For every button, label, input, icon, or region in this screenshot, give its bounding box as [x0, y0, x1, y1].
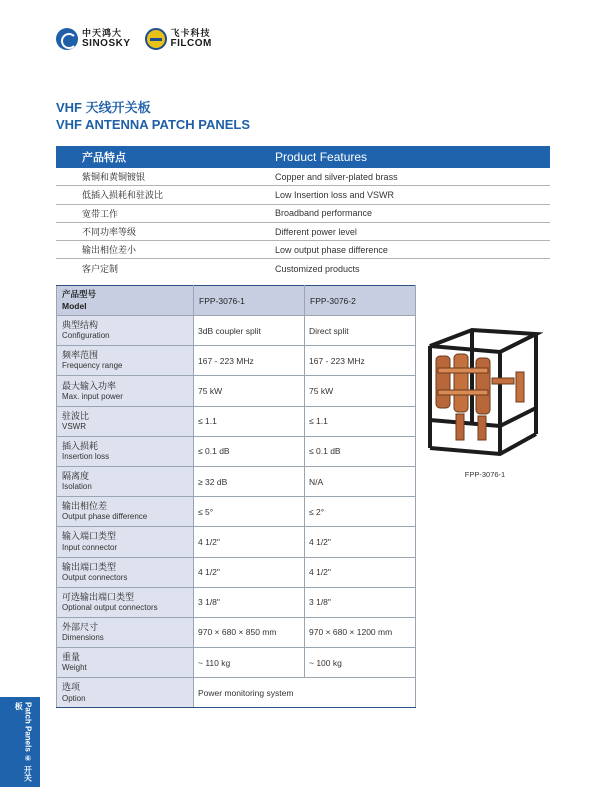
spec-value: 4 1/2" [194, 557, 305, 587]
spec-value: ≤ 5° [194, 497, 305, 527]
feature-en: Customized products [275, 263, 360, 274]
spec-row [57, 346, 416, 376]
side-tab-cn: 开关板 [14, 702, 33, 782]
spec-label-en: Isolation [62, 482, 92, 492]
spec-value: 3 1/8" [305, 587, 416, 617]
spec-value: 167 - 223 MHz [194, 346, 305, 376]
spec-label [57, 436, 194, 466]
filcom-logo [131, 28, 212, 50]
spec-label-cn: 选项 [62, 682, 81, 693]
side-tab-text [14, 702, 32, 787]
feature-cn: 紫铜和黄铜镀银 [82, 172, 146, 183]
sinosky-logo [56, 28, 131, 50]
page-title-cn: VHF 天线开关板 [56, 100, 151, 115]
spec-row [57, 557, 416, 587]
spec-label-cn: 外部尺寸 [62, 622, 99, 632]
spec-header-label [57, 286, 194, 316]
filcom-logo-icon [145, 28, 167, 50]
spec-label-en: Configuration [62, 331, 110, 341]
page-title-en: VHF ANTENNA PATCH PANELS [56, 117, 251, 132]
filcom-logo-cn: 飞卡科技 [170, 28, 211, 38]
spec-label-en: Weight [62, 663, 87, 673]
spec-value: 4 1/2" [305, 527, 416, 557]
spec-row [57, 376, 416, 406]
spec-value: Direct split [305, 316, 416, 346]
spec-label [57, 617, 194, 647]
feature-cn: 不同功率等级 [82, 227, 137, 238]
features-table [56, 146, 550, 278]
spec-label-cn: 驻波比 [62, 410, 90, 421]
spec-header-cn: 产品型号 [62, 289, 97, 300]
feature-row [56, 241, 550, 259]
spec-label-en: Output connectors [62, 572, 128, 582]
feature-en: Copper and silver-plated brass [275, 171, 398, 182]
sinosky-logo-en: SINOSKY [82, 38, 131, 49]
sinosky-logo-cn: 中天鸿大 [82, 28, 123, 38]
spec-label [57, 557, 194, 587]
feature-cn: 低插入损耗和驻波比 [82, 190, 164, 201]
feature-row [56, 223, 550, 241]
feature-en: Broadband performance [275, 208, 373, 219]
spec-label [57, 346, 194, 376]
spec-value: N/A [305, 466, 416, 496]
spec-value: ≤ 2° [305, 497, 416, 527]
spec-label-en: Insertion loss [62, 452, 110, 462]
spec-value: ≤ 0.1 dB [305, 436, 416, 466]
spec-value: 3 1/8" [194, 587, 305, 617]
feature-row [56, 205, 550, 223]
spec-label [57, 587, 194, 617]
spec-value: 970 × 680 × 1200 mm [305, 617, 416, 647]
spec-option-value: Power monitoring system [194, 678, 416, 708]
side-tab-mark: ⑥ [23, 754, 33, 764]
feature-en: Different power level [275, 226, 357, 237]
spec-row [57, 497, 416, 527]
spec-header-row [57, 286, 416, 316]
spec-option-row [57, 678, 416, 708]
spec-label-cn: 频率范围 [62, 350, 99, 361]
spec-value: ≥ 32 dB [194, 466, 305, 496]
spec-value: 167 - 223 MHz [305, 346, 416, 376]
spec-label [57, 316, 194, 346]
spec-value: 75 kW [305, 376, 416, 406]
spec-value: 3dB coupler split [194, 316, 305, 346]
feature-cn: 客户定制 [82, 264, 119, 275]
spec-label-en: Optional output connectors [62, 602, 158, 612]
spec-label [57, 376, 194, 406]
spec-row [57, 436, 416, 466]
spec-label-cn: 输入端口类型 [62, 531, 117, 542]
spec-model-1: FPP-3076-1 [194, 286, 305, 316]
spec-label [57, 406, 194, 436]
spec-table [56, 285, 416, 708]
feature-en: Low Insertion loss and VSWR [275, 189, 395, 200]
header-logos [56, 26, 212, 52]
spec-label-en: Input connector [62, 542, 118, 552]
spec-label [57, 497, 194, 527]
spec-label-cn: 输出端口类型 [62, 561, 117, 572]
spec-label-cn: 最大输入功率 [62, 380, 117, 391]
spec-value: ~ 110 kg [194, 648, 305, 678]
product-image [420, 316, 544, 458]
spec-label-cn: 输出相位差 [62, 501, 108, 512]
spec-label-cn: 隔离度 [62, 471, 90, 482]
spec-label [57, 527, 194, 557]
spec-value: ≤ 1.1 [305, 406, 416, 436]
spec-row [57, 316, 416, 346]
spec-header-en: Model [62, 300, 87, 311]
spec-label-en: Option [62, 693, 86, 703]
feature-row [56, 186, 550, 204]
spec-label-en: VSWR [62, 421, 86, 431]
spec-value: ≤ 0.1 dB [194, 436, 305, 466]
spec-value: ~ 100 kg [305, 648, 416, 678]
product-image-caption: FPP-3076-1 [464, 470, 506, 479]
spec-value: 4 1/2" [305, 557, 416, 587]
spec-row [57, 587, 416, 617]
spec-model-2: FPP-3076-2 [305, 286, 416, 316]
filcom-logo-en: FILCOM [170, 38, 212, 49]
feature-en: Low output phase difference [275, 244, 388, 255]
spec-label [57, 678, 194, 708]
spec-label [57, 648, 194, 678]
spec-label-en: Output phase difference [62, 512, 148, 522]
spec-label-en: Frequency range [62, 361, 123, 371]
spec-row [57, 527, 416, 557]
spec-value: 4 1/2" [194, 527, 305, 557]
spec-label-cn: 插入损耗 [62, 440, 99, 451]
copper-combiners [436, 354, 524, 440]
features-header-cn: 产品特点 [82, 152, 126, 164]
spec-label-en: Max. input power [62, 391, 123, 401]
spec-row [57, 406, 416, 436]
feature-cn: 宽带工作 [82, 208, 119, 219]
spec-row [57, 617, 416, 647]
sinosky-logo-icon [56, 28, 78, 50]
spec-label-cn: 可选输出端口类型 [62, 591, 135, 602]
spec-row [57, 466, 416, 496]
features-header [56, 146, 550, 168]
feature-row [56, 259, 550, 277]
side-tab-en: Patch Panels [23, 702, 33, 752]
features-header-en: Product Features [275, 150, 368, 164]
spec-label-cn: 重量 [62, 652, 81, 663]
feature-row [56, 168, 550, 186]
feature-cn: 输出相位差小 [82, 245, 137, 256]
spec-value: ≤ 1.1 [194, 406, 305, 436]
spec-label-en: Dimensions [62, 633, 104, 643]
spec-label [57, 466, 194, 496]
spec-label-cn: 典型结构 [62, 320, 99, 331]
spec-row [57, 648, 416, 678]
spec-value: 970 × 680 × 850 mm [194, 617, 305, 647]
spec-value: 75 kW [194, 376, 305, 406]
